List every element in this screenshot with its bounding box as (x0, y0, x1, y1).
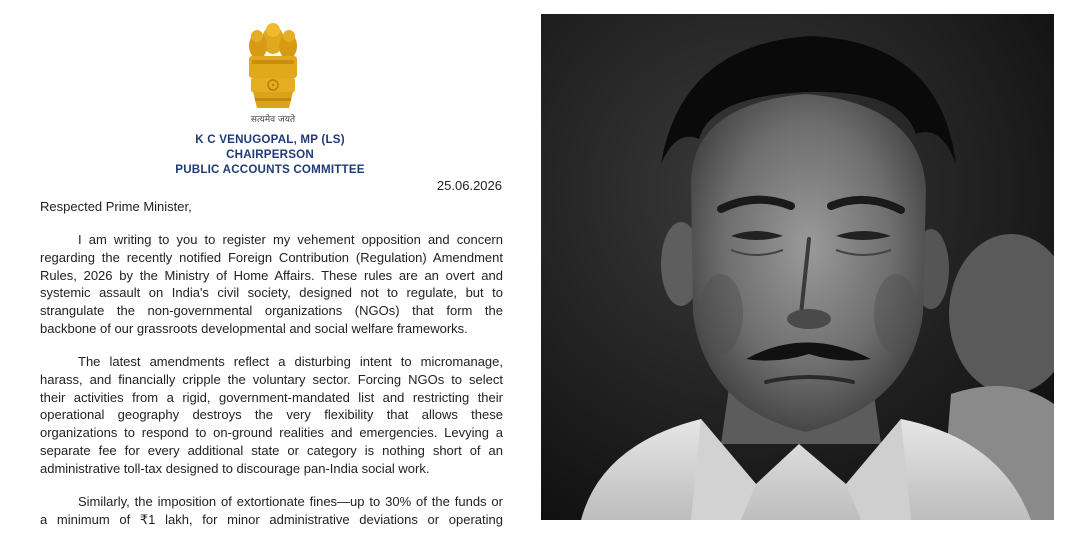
text-line: administrative toll-tax designed to discourage pan-India social work. (40, 460, 430, 476)
text-line: The latest amendments reflect a disturbing intent to micromanage, (78, 354, 503, 369)
text-line: strangulate the non-governmental organizations (NGOs) that form the (40, 303, 503, 319)
text-line: their activities from a rigid, government-mandated list and restricting their (40, 389, 503, 405)
text-line: organizations to respond to on-ground realities and emergencies. Levying a (40, 425, 503, 441)
text-line: a minimum of ₹1 lakh, for minor administrative deviations or operating (40, 511, 503, 527)
sender-name: K C VENUGOPAL, MP (LS) (195, 133, 345, 146)
text-line: systemic assault on India's civil society, designed not to regulate, but to (40, 285, 503, 301)
emblem-motto: सत्यमेव जयते (250, 115, 296, 125)
paragraph-2 (40, 353, 503, 478)
text-line: harass, and financially cripple the voluntary sector. Forcing NGOs to select (40, 371, 503, 387)
portrait-illustration (541, 14, 1054, 520)
portrait-photo (541, 14, 1054, 520)
sender-title: CHAIRPERSON (226, 148, 314, 161)
committee-name: PUBLIC ACCOUNTS COMMITTEE (175, 163, 365, 176)
text-line: backbone of our grassroots developmental and social welfare frameworks. (40, 320, 468, 336)
text-line: Similarly, the imposition of extortionate fines—up to 30% of the funds or (78, 494, 503, 509)
text-line: operational geography destroys the very flexibility that allows these (40, 407, 503, 423)
text-line: regarding the recently notified Foreign Contribution (Regulation) Amendment (40, 249, 503, 265)
text-line: I am writing to you to register my vehement opposition and concern (78, 232, 503, 247)
letter-date: 25.06.2026 (436, 178, 502, 193)
paragraph-3 (40, 493, 503, 529)
text-line: separate fee for every additional state or category is nothing short of an (40, 442, 503, 458)
paragraph-1 (40, 231, 503, 338)
national-emblem (243, 18, 303, 130)
text-line: Rules, 2026 by the Ministry of Home Affairs. These rules are an overt and (40, 267, 503, 283)
lion-capital-icon (243, 18, 303, 112)
salutation: Respected Prime Minister, (40, 199, 192, 214)
